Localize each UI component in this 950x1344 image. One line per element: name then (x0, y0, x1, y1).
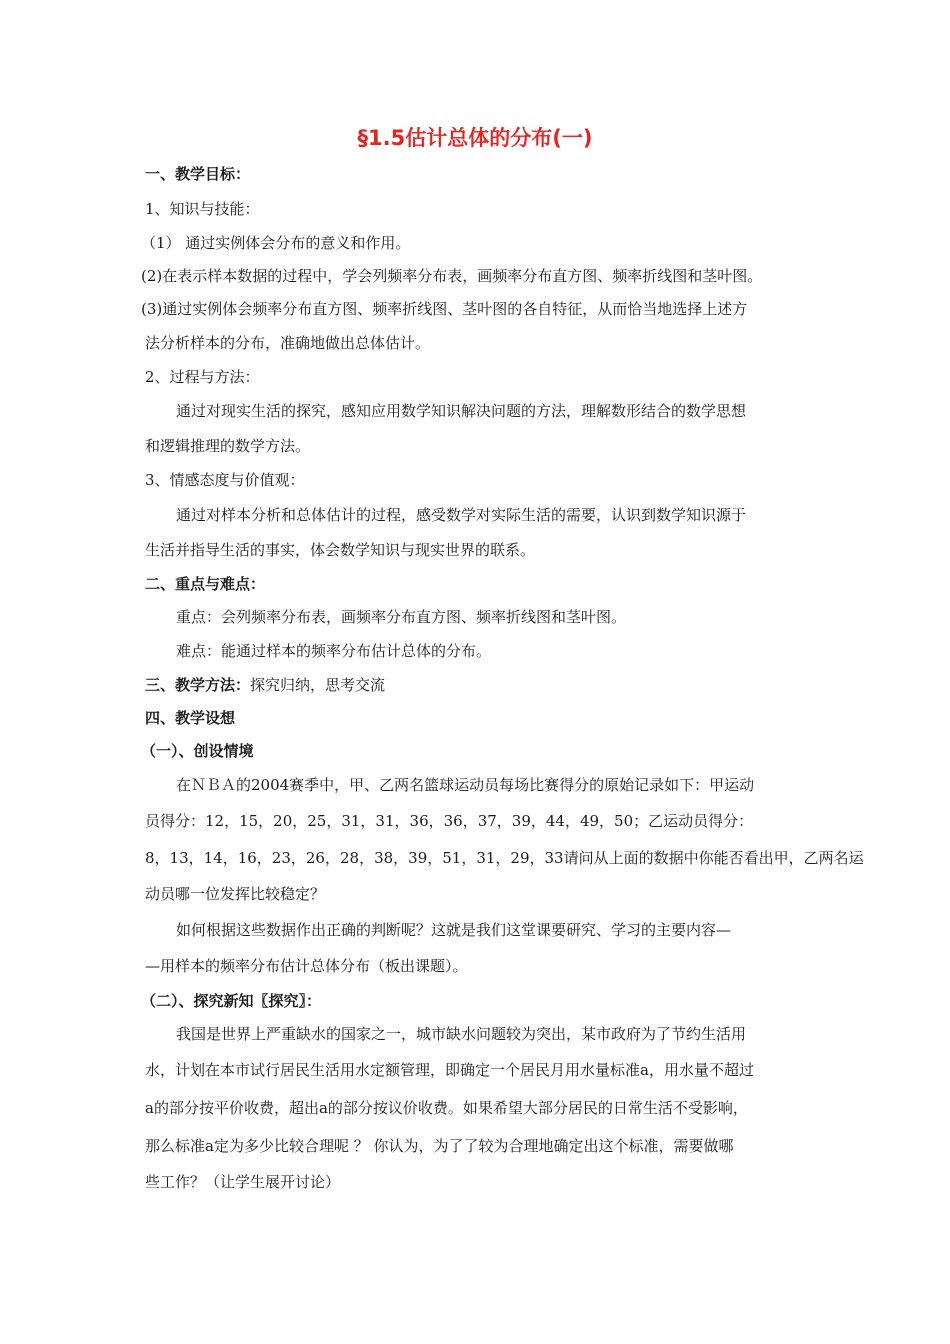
scenario-line-6: —用样本的频率分布估计总体分布（板出课题）。 (145, 957, 468, 975)
knowledge-item-3-line-2: 法分析样本的分布，准确地做出总体估计。 (145, 334, 431, 352)
scenario-line-2: 员得分：12，15，20，25，31，31，36，36，37，39，44，49，50；乙运动员得分： (145, 812, 754, 830)
section-heading-objectives: 一、教学目标： (145, 165, 251, 183)
emotion-attitude-line-2: 生活并指导生活的事实，体会数学知识与现实世界的联系。 (145, 541, 536, 559)
explore-line-2: 水，计划在本市试行居民生活用水定额管理，即确定一个居民月用水量标准a，用水量不超过 (145, 1061, 754, 1079)
scenario-line-3: 8，13，14，16，23，26，28，38，39，51，31，29，33请问从上面的数据中你能否看出甲，乙两名运 (145, 849, 864, 867)
scenario-line-1: 在ＮＢＡ的2004赛季中，甲、乙两名篮球运动员每场比赛得分的原始记录如下：甲运动 (176, 776, 755, 794)
teaching-method-text: 探究归纳，思考交流 (250, 676, 386, 694)
process-method-label: 2、过程与方法： (145, 368, 260, 386)
explore-line-5: 些工作？（让学生展开讨论） (145, 1173, 341, 1191)
section-heading-method: 三、教学方法： (145, 676, 251, 694)
knowledge-item-3-line-1: (3)通过实例体会频率分布直方图、频率折线图、茎叶图的各自特征，从而恰当地选择上述方 (141, 300, 748, 318)
explore-line-4: 那么标准a定为多少比较合理呢 ？ 你认为，为了了较为合理地确定出这个标准，需要做哪 (145, 1137, 734, 1155)
scenario-line-4: 动员哪一位发挥比较稳定？ (145, 885, 326, 903)
subsection-scenario: （一）、创设情境 (141, 742, 254, 760)
emotion-attitude-label: 3、情感态度与价值观： (145, 471, 305, 489)
subsection-explore: （二）、探究新知〖探究〗： (141, 992, 322, 1010)
knowledge-skills-label: 1、知识与技能： (145, 200, 260, 218)
process-method-line-1: 通过对现实生活的探究，感知应用数学知识解决问题的方法，理解数形结合的数学思想 (176, 402, 747, 420)
document-title: §1.5估计总体的分布(一) (357, 126, 593, 150)
process-method-line-2: 和逻辑推理的数学方法。 (145, 437, 311, 455)
explore-line-1: 我国是世界上严重缺水的国家之一，城市缺水问题较为突出，某市政府为了节约生活用 (176, 1025, 747, 1043)
difficult-point-text: 难点：能通过样本的频率分布估计总体的分布。 (176, 642, 492, 660)
section-heading-key-points: 二、重点与难点： (145, 575, 266, 593)
teaching-method-line (145, 675, 385, 695)
knowledge-item-2: (2)在表示样本数据的过程中，学会列频率分布表，画频率分布直方图、频率折线图和茎叶图。 (141, 267, 763, 285)
section-heading-design: 四、教学设想 (145, 709, 236, 727)
scenario-line-5: 如何根据这些数据作出正确的判断呢？这就是我们这堂课要研究、学习的主要内容— (176, 921, 732, 939)
key-point-text: 重点：会列频率分布表，画频率分布直方图、频率折线图和茎叶图。 (176, 608, 627, 626)
emotion-attitude-line-1: 通过对样本分析和总体估计的过程，感受数学对实际生活的需要，认识到数学知识源于 (176, 506, 747, 524)
knowledge-item-1: （1） 通过实例体会分布的意义和作用。 (141, 234, 411, 252)
explore-line-3: a的部分按平价收费，超出a的部分按议价收费。如果希望大部分居民的日常生活不受影响， (145, 1099, 748, 1117)
